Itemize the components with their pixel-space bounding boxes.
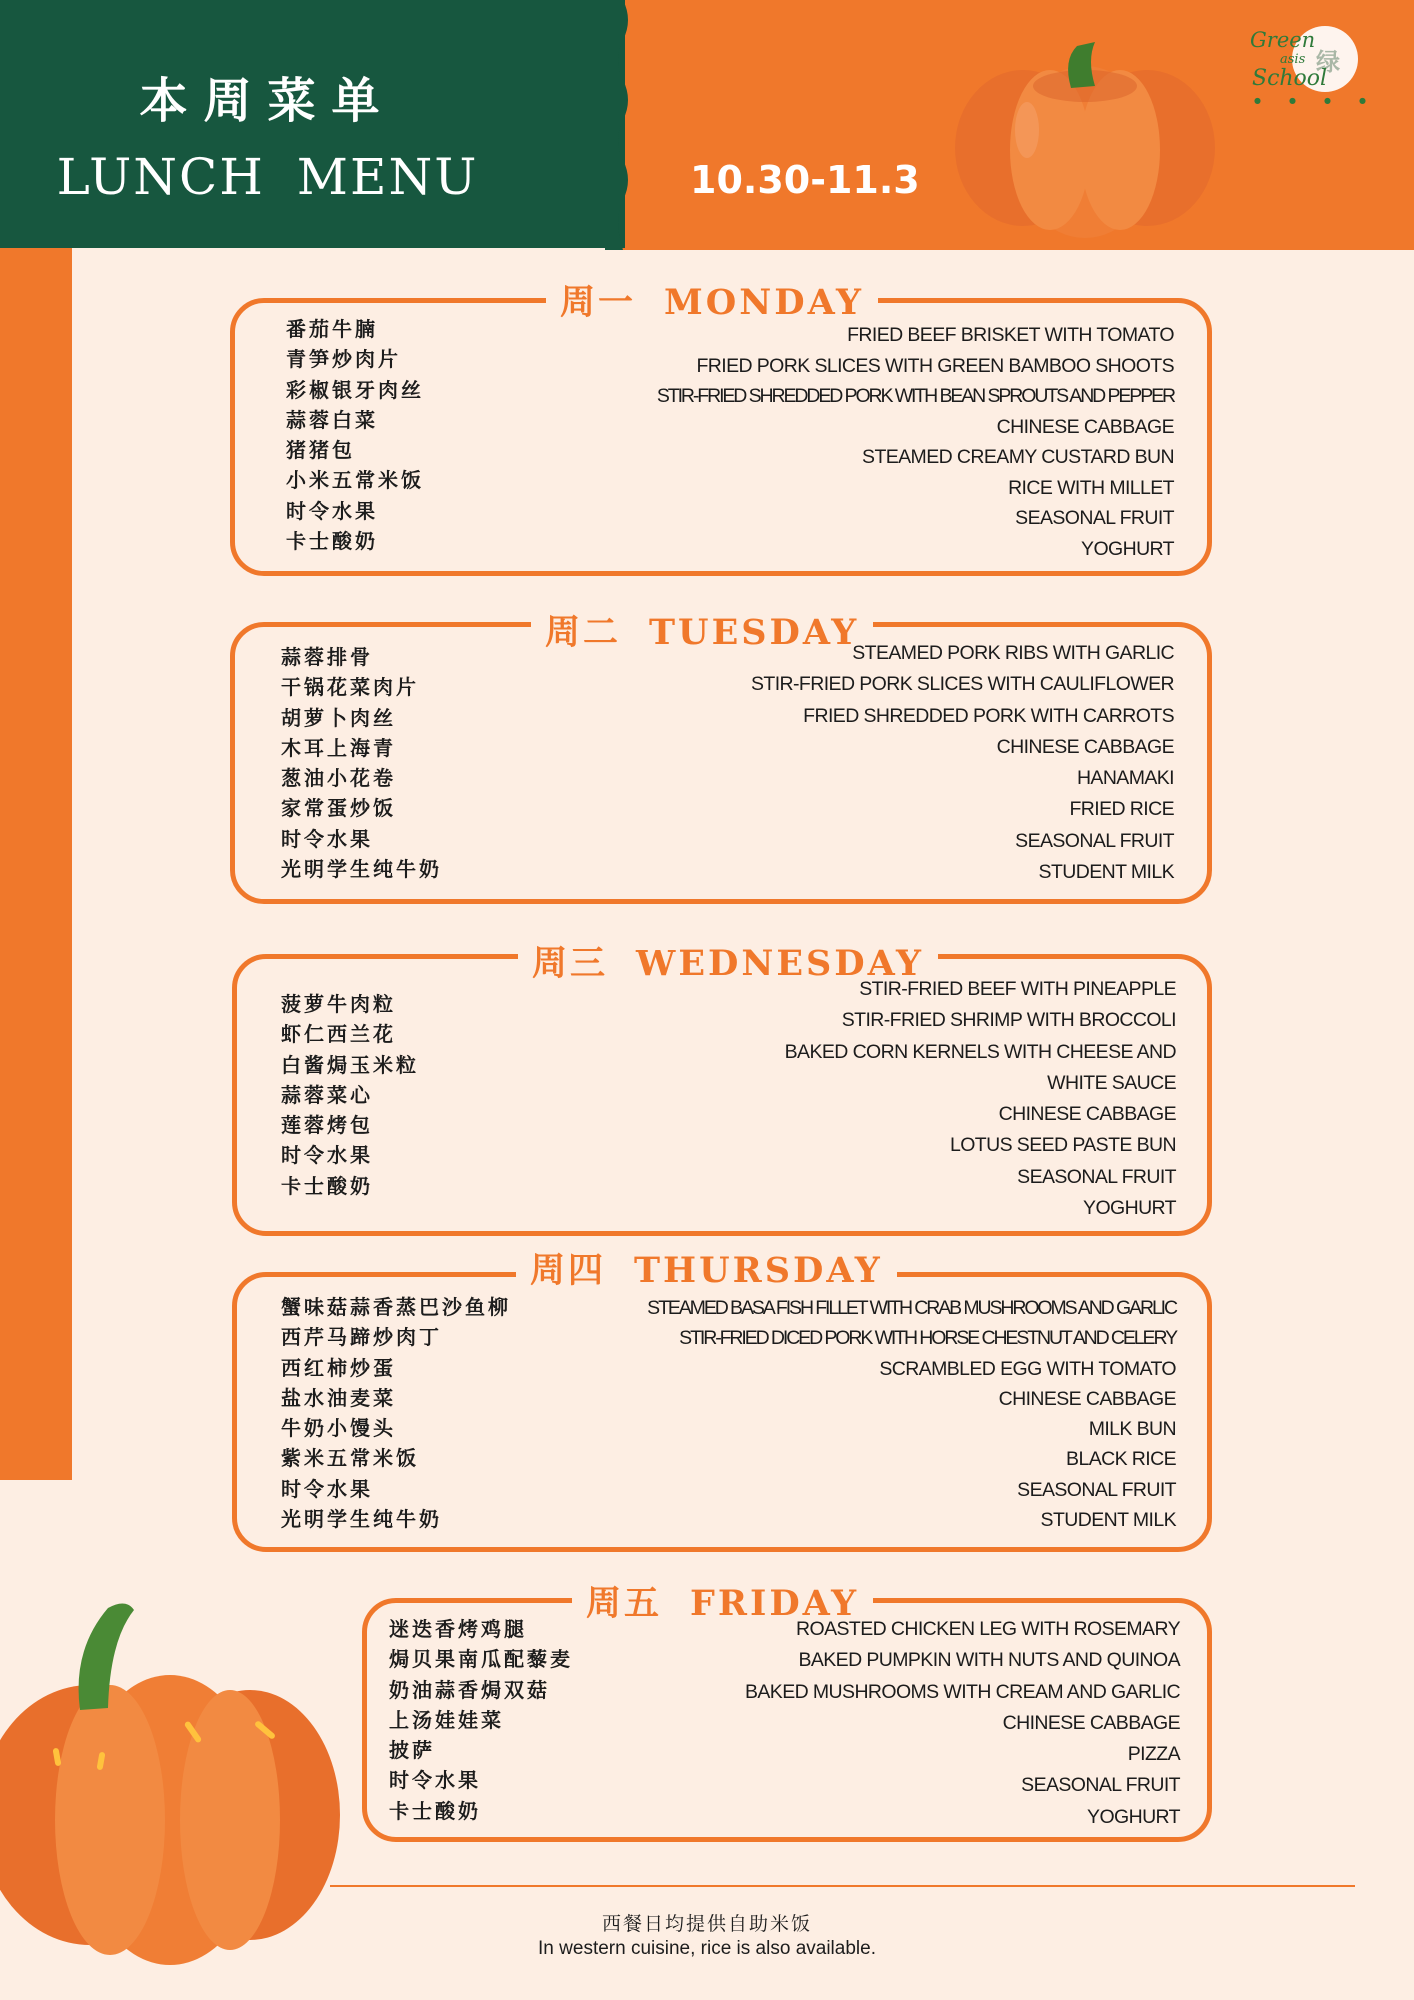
dish-cn: 虾仁西兰花: [281, 1022, 396, 1047]
dish-cn: 盐水油麦菜: [281, 1385, 396, 1410]
dish-cn: 蒜蓉排骨: [281, 645, 373, 669]
dish-cn: 葱油小花卷: [281, 766, 396, 791]
dish-en: BLACK RICE: [1066, 1448, 1176, 1471]
dish-cn: 时令水果: [286, 498, 378, 523]
dish-cn: 西红柿炒蛋: [281, 1355, 396, 1380]
monday-heading-cn: 周一: [560, 282, 637, 323]
header-wave-edge: [605, 0, 635, 250]
dish-cn: 蒜蓉菜心: [281, 1082, 373, 1107]
dish-en: SEASONAL FRUIT: [1015, 507, 1174, 529]
dish-cn: 家常蛋炒饭: [281, 796, 396, 821]
dish-cn: 莲蓉烤包: [281, 1113, 373, 1138]
dish-en: BAKED MUSHROOMS WITH CREAM AND GARLIC: [744, 1680, 1180, 1703]
dish-en: STEAMED PORK RIBS WITH GARLIC: [852, 642, 1174, 664]
tuesday-heading-cn: 周二: [545, 612, 622, 653]
thursday-dishes-en: [647, 1293, 1176, 1535]
logo-dots: ● ● ● ●: [1254, 96, 1366, 105]
dish-en: RICE WITH MILLET: [1008, 476, 1174, 499]
dish-en: PIZZA: [1127, 1743, 1180, 1766]
tuesday-dishes-en: [751, 638, 1174, 888]
dish-en: CHINESE CABBAGE: [998, 1387, 1176, 1410]
dish-cn: 白酱焗玉米粒: [281, 1052, 419, 1077]
dish-en: SEASONAL FRUIT: [1015, 829, 1174, 852]
dish-cn: 上汤娃娃菜: [389, 1707, 504, 1732]
wednesday-heading-cn: 周三: [532, 943, 609, 984]
monday-dishes-en: [657, 320, 1174, 564]
thursday-dishes-cn: [281, 1292, 511, 1534]
dish-cn: 时令水果: [281, 1143, 373, 1168]
dish-en: YOGHURT: [1083, 1197, 1176, 1220]
dish-en: STIR-FRIED BEEF WITH PINEAPPLE: [859, 978, 1176, 1000]
date-range: 10.30-11.3: [690, 158, 920, 202]
dish-cn: 时令水果: [281, 826, 373, 851]
dish-en: WHITE SAUCE: [1047, 1071, 1176, 1094]
dish-cn: 披萨: [389, 1738, 435, 1763]
menu-title-cn: 本周菜单: [139, 73, 396, 129]
dish-cn: 猪猪包: [286, 438, 355, 463]
dish-cn: 迷迭香烤鸡腿: [389, 1617, 527, 1641]
dish-cn: 卡士酸奶: [286, 529, 378, 554]
dish-en: CHINESE CABBAGE: [1002, 1711, 1180, 1734]
logo-line-oasis: asis: [1280, 52, 1306, 67]
dish-en: STUDENT MILK: [1040, 1509, 1176, 1532]
logo-cn: 绿: [1316, 48, 1340, 76]
dish-en: STEAMED CREAMY CUSTARD BUN: [862, 446, 1174, 468]
dish-en: YOGHURT: [1081, 537, 1174, 560]
dish-cn: 彩椒银牙肉丝: [286, 377, 424, 402]
wednesday-heading-en: WEDNESDAY: [636, 943, 925, 984]
monday-heading: [546, 275, 878, 325]
dish-cn: 木耳上海青: [281, 735, 396, 760]
dish-cn: 牛奶小馒头: [281, 1416, 396, 1441]
wednesday-dishes-cn: [281, 989, 419, 1201]
dish-cn: 菠萝牛肉粒: [281, 992, 396, 1016]
dish-en: ROASTED CHICKEN LEG WITH ROSEMARY: [796, 1618, 1180, 1640]
dish-cn: 蟹味菇蒜香蒸巴沙鱼柳: [281, 1295, 511, 1319]
dish-en: MILK BUN: [1088, 1418, 1176, 1441]
dish-cn: 番茄牛腩: [286, 317, 378, 341]
dish-en: FRIED PORK SLICES WITH GREEN BAMBOO SHOOTS: [696, 354, 1174, 377]
tuesday-dishes-cn: [281, 642, 442, 884]
dish-en: SEASONAL FRUIT: [1017, 1478, 1176, 1501]
footer-divider: [330, 1885, 1355, 1887]
dish-cn: 时令水果: [389, 1768, 481, 1793]
dish-en: LOTUS SEED PASTE BUN: [949, 1134, 1176, 1157]
logo-line-green: Green: [1250, 28, 1316, 52]
menu-title-en: LUNCH MENU: [56, 148, 479, 206]
dish-cn: 光明学生纯牛奶: [281, 857, 442, 882]
monday-heading-en: MONDAY: [664, 282, 864, 323]
friday-heading-cn: 周五: [586, 1583, 663, 1624]
friday-dishes-cn: [389, 1614, 573, 1826]
thursday-heading: [516, 1243, 897, 1293]
logo-line-school: School: [1252, 66, 1328, 91]
dish-en: FRIED BEEF BRISKET WITH TOMATO: [847, 324, 1174, 346]
dish-cn: 奶油蒜香焗双菇: [389, 1677, 550, 1702]
dish-cn: 西芹马蹄炒肉丁: [281, 1325, 442, 1350]
dish-en: STIR-FRIED SHREDDED PORK WITH BEAN SPROUTS AND PEPPER: [656, 385, 1174, 407]
dish-cn: 时令水果: [281, 1476, 373, 1501]
dish-en: STIR-FRIED DICED PORK WITH HORSE CHESTNUT AND CELERY: [679, 1327, 1176, 1350]
thursday-heading-en: THURSDAY: [634, 1250, 883, 1291]
dish-cn: 胡萝卜肉丝: [281, 705, 396, 730]
pumpkin-illustration-top: [945, 30, 1225, 250]
friday-dishes-en: [745, 1614, 1180, 1833]
dish-cn: 蒜蓉白菜: [286, 407, 378, 432]
dish-cn: 光明学生纯牛奶: [281, 1507, 442, 1532]
dish-en: YOGHURT: [1087, 1805, 1180, 1828]
friday-heading-en: FRIDAY: [690, 1583, 860, 1624]
dish-en: STEAMED BASA FISH FILLET WITH CRAB MUSHROOMS AND GARLIC: [647, 1297, 1176, 1319]
dish-en: CHINESE CABBAGE: [998, 1103, 1176, 1126]
footer-note-en: In western cuisine, rice is also available.: [538, 1938, 876, 1959]
dish-cn: 干锅花菜肉片: [281, 675, 419, 700]
school-logo: [1250, 22, 1370, 112]
dish-en: BAKED PUMPKIN WITH NUTS AND QUINOA: [798, 1649, 1180, 1672]
dish-en: FRIED RICE: [1069, 798, 1174, 821]
dish-en: CHINESE CABBAGE: [996, 415, 1174, 438]
dish-en: STUDENT MILK: [1038, 861, 1174, 884]
dish-cn: 卡士酸奶: [389, 1798, 481, 1823]
thursday-heading-cn: 周四: [530, 1250, 607, 1291]
dish-en: SEASONAL FRUIT: [1017, 1165, 1176, 1188]
dish-cn: 青笋炒肉片: [286, 347, 401, 372]
wednesday-dishes-en: [785, 974, 1176, 1224]
dish-en: BAKED CORN KERNELS WITH CHEESE AND: [784, 1040, 1176, 1063]
footer-note-cn: 西餐日均提供自助米饭: [601, 1913, 812, 1935]
left-orange-strip: [0, 248, 72, 1480]
dish-en: SCRAMBLED EGG WITH TOMATO: [879, 1357, 1176, 1380]
dish-en: HANAMAKI: [1076, 767, 1174, 790]
dish-cn: 小米五常米饭: [286, 468, 424, 493]
dish-en: FRIED SHREDDED PORK WITH CARROTS: [803, 704, 1174, 727]
dish-cn: 卡士酸奶: [281, 1173, 373, 1198]
dish-en: CHINESE CABBAGE: [996, 735, 1174, 758]
dish-cn: 焗贝果南瓜配藜麦: [389, 1647, 573, 1672]
dish-cn: 紫米五常米饭: [281, 1446, 419, 1471]
tuesday-heading-en: TUESDAY: [649, 612, 860, 653]
dish-en: STIR-FRIED SHRIMP WITH BROCCOLI: [841, 1009, 1176, 1032]
dish-en: STIR-FRIED PORK SLICES WITH CAULIFLOWER: [751, 673, 1174, 696]
dish-en: SEASONAL FRUIT: [1021, 1774, 1180, 1797]
monday-dishes-cn: [286, 314, 424, 556]
